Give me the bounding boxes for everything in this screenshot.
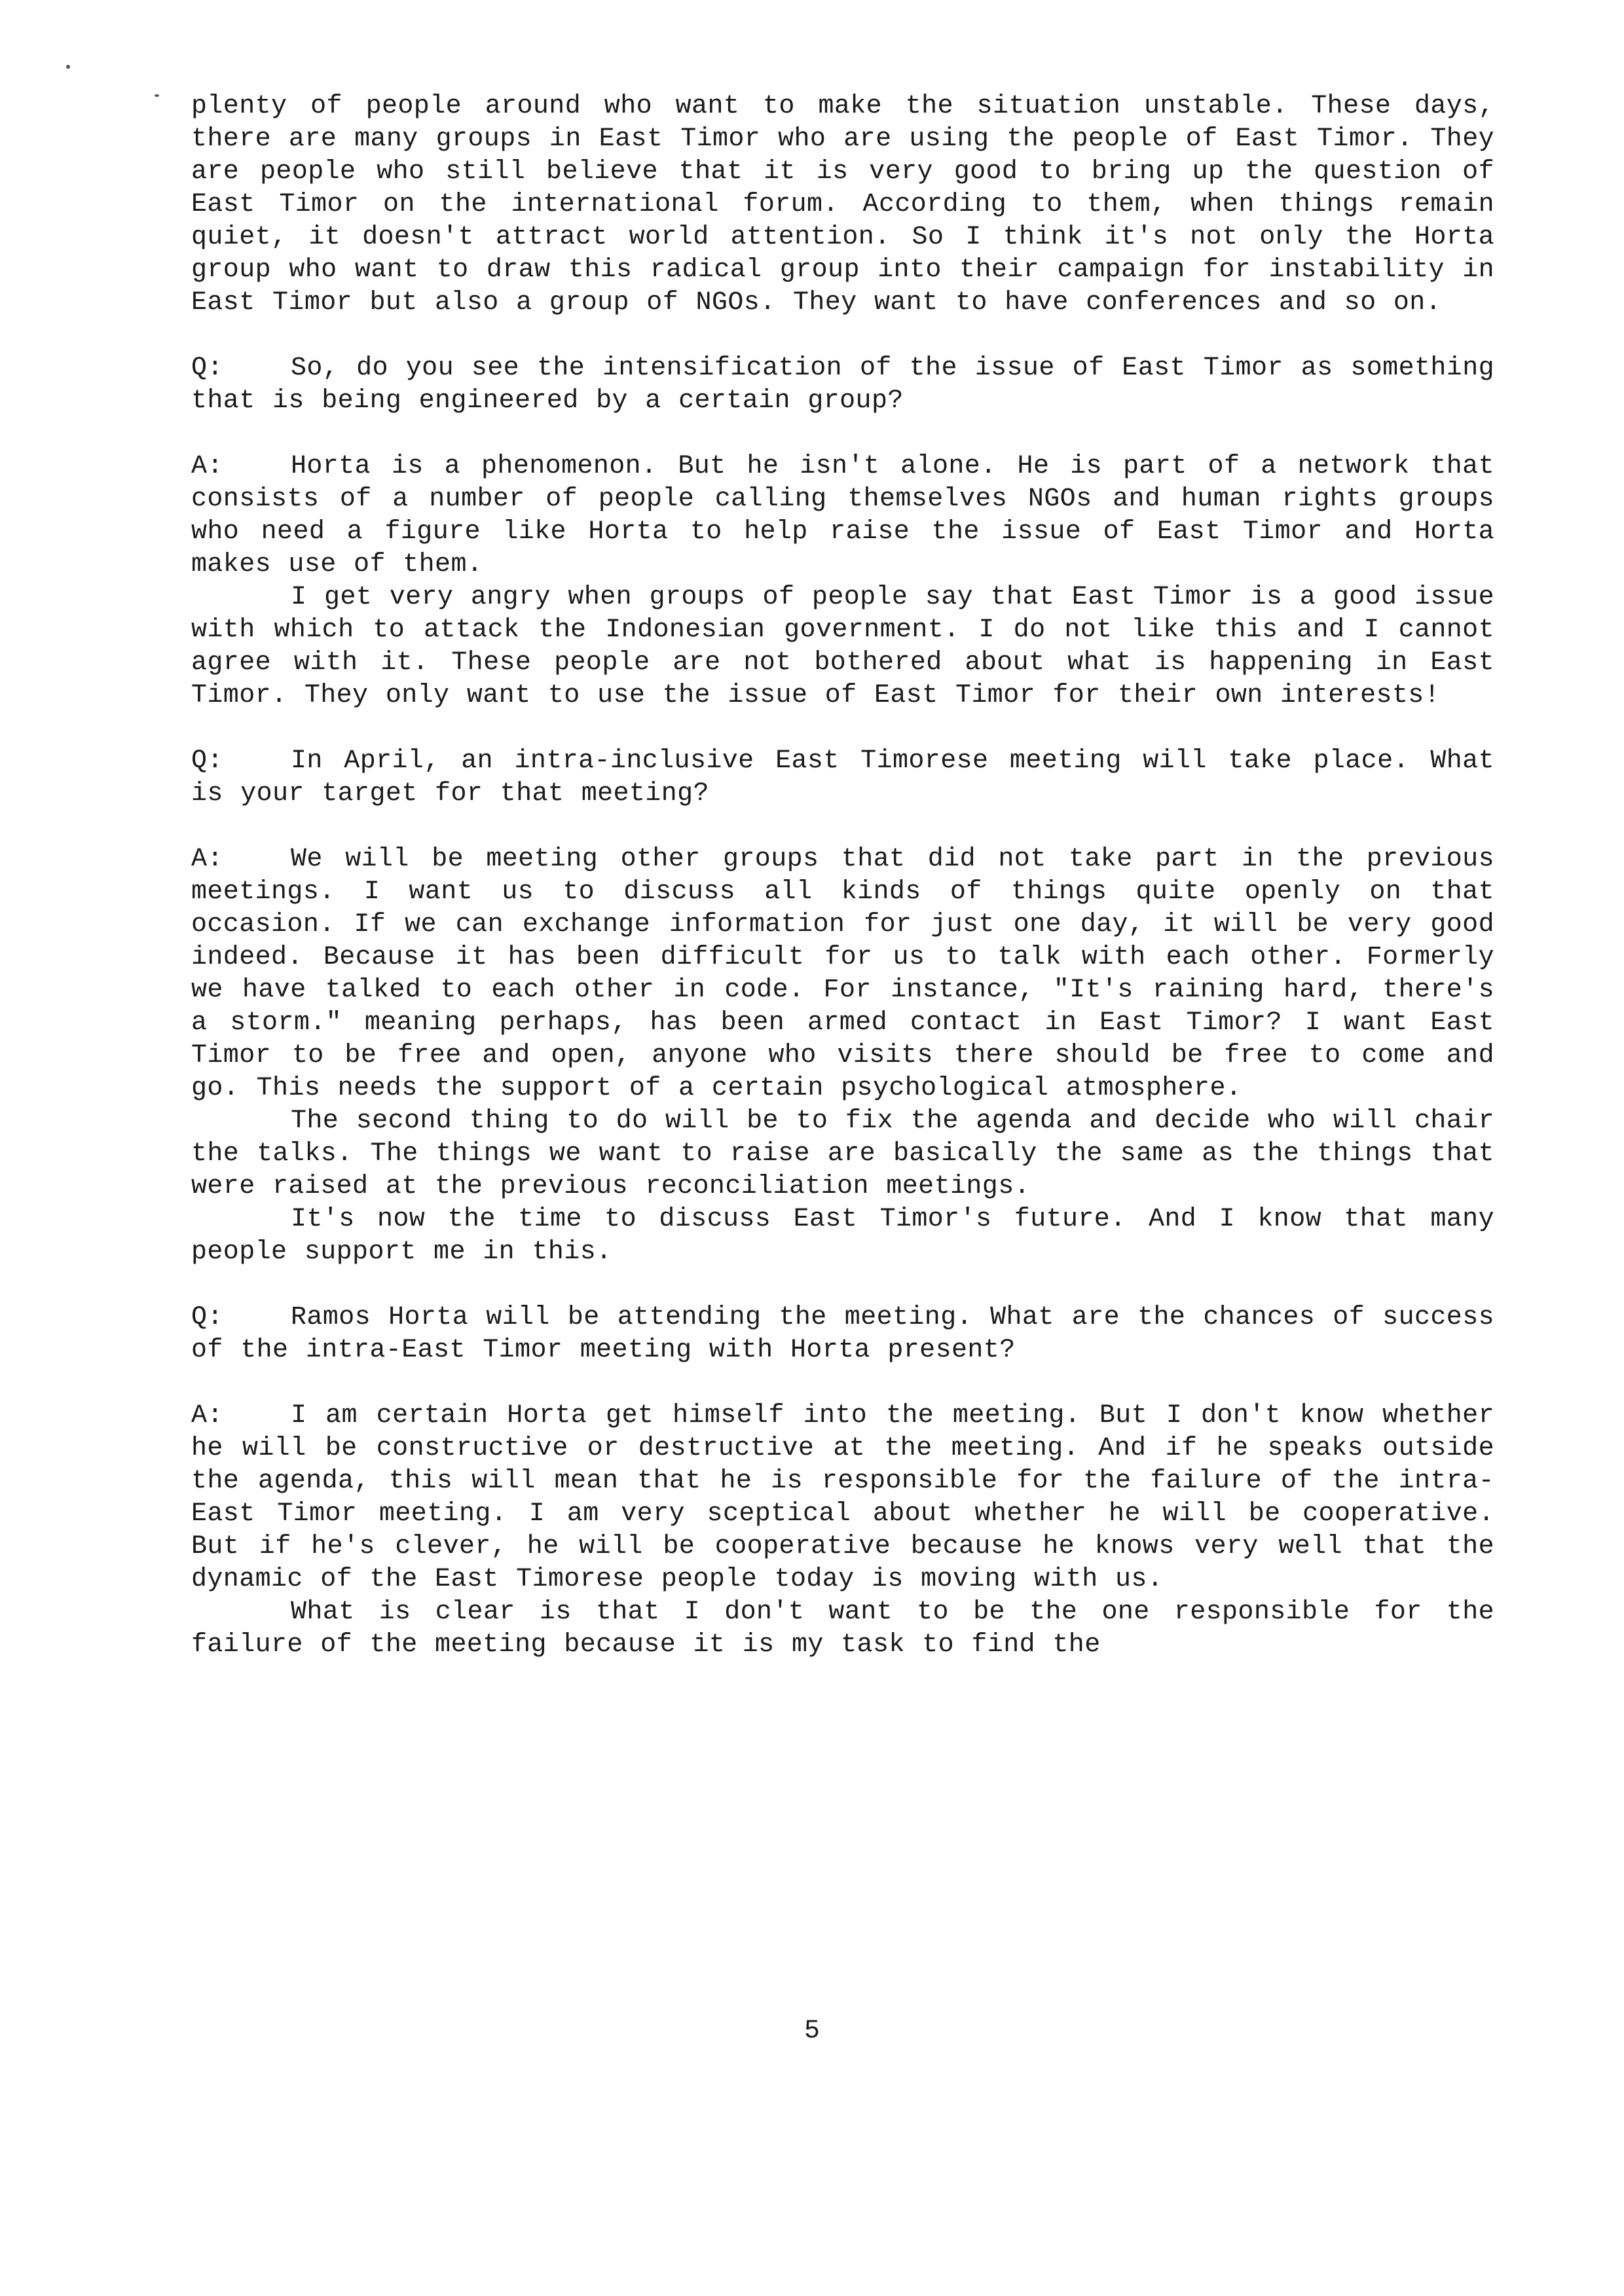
answer-paragraph-continued: It's now the time to discuss East Timor's future. And I know that many people support me in this. <box>191 1205 1494 1267</box>
answer-paragraph <box>191 450 1494 581</box>
speaker-label: A: <box>191 452 223 481</box>
scan-speck <box>66 65 70 69</box>
page-number: 5 <box>803 2016 820 2046</box>
paragraph-text: Ramos Horta will be attending the meeting. What are the chances of success of the intra-East Timor meeting with Horta present? <box>191 1303 1494 1365</box>
speaker-label: A: <box>191 1401 223 1430</box>
paragraph-text: So, do you see the intensification of the issue of East Timor as something that is being engineered by a certain group? <box>191 354 1494 416</box>
paragraph-text: I am certain Horta get himself into the meeting. But I don't know whether he will be constructive or destructive at the meeting. And if he speaks outside the agenda, this will mean that he is responsible for the failure of the intra-East Timor meeting. I am very sceptical about whether he will be cooperative. But if he's clever, he will be cooperative because he knows very well that the dynamic of the East Timorese people today is moving with us. <box>191 1401 1494 1594</box>
speaker-label: Q: <box>191 1303 223 1332</box>
paragraph-text: We will be meeting other groups that did not take part in the previous meetings. I want us to discuss all kinds of things quite openly on that occasion. If we can exchange information for just one day, it will be very good indeed. Because it has been difficult for us to talk with each other. Formerly we have talked to each other in code. For instance, "It's raining hard, there's a storm." meaning perhaps, has been armed contact in East Timor? I want East Timor to be free and open, anyone who visits there should be free to come and go. This needs the support of a certain psychological atmosphere. <box>191 845 1494 1103</box>
answer-paragraph <box>191 1400 1494 1596</box>
scan-speck <box>155 94 159 97</box>
paragraph-text: Horta is a phenomenon. But he isn't alone. He is part of a network that consists of a number of people calling themselves NGOs and human rights groups who need a figure like Horta to help raise the issue of East Timor and Horta makes use of them. <box>191 452 1494 579</box>
answer-paragraph-continued: What is clear is that I don't want to be the one responsible for the failure of the meeting because it is my task to find the <box>191 1597 1494 1660</box>
paragraph-continuation: plenty of people around who want to make the situation unstable. These days, there are many groups in East Timor who are using the people of East Timor. They are people who still believe that it is very good to bring up the question of East Timor on the international forum. According to them, when things remain quiet, it doesn't attract world attention. So I think it's not only the Horta group who want to draw this radical group into their campaign for instability in East Timor but also a group of NGOs. They want to have conferences and so on. <box>191 92 1494 318</box>
answer-paragraph <box>191 843 1494 1105</box>
question-paragraph <box>191 745 1494 811</box>
paragraph-text: In April, an intra-inclusive East Timorese meeting will take place. What is your target for that meeting? <box>191 746 1494 809</box>
speaker-label: Q: <box>191 354 223 383</box>
speaker-label: A: <box>191 845 223 874</box>
question-paragraph <box>191 1302 1494 1367</box>
question-paragraph <box>191 352 1494 418</box>
speaker-label: Q: <box>191 746 223 776</box>
answer-paragraph-continued: I get very angry when groups of people say that East Timor is a good issue with which to attack the Indonesian government. I do not like this and I cannot agree with it. These people are not bothered about what is happening in East Timor. They only want to use the issue of East Timor for their own interests! <box>191 583 1494 710</box>
answer-paragraph-continued: The second thing to do will be to fix the agenda and decide who will chair the talks. The things we want to raise are basically the same as the things that were raised at the previous reconciliation meetings. <box>191 1106 1494 1201</box>
body-text <box>191 90 1494 1662</box>
